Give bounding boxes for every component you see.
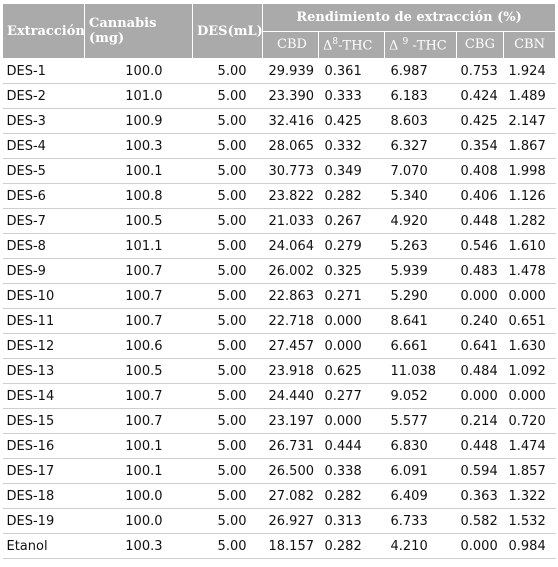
cell-d8-thc: 0.325 (319, 259, 385, 284)
cell-extraccion: DES-11 (3, 309, 85, 334)
table-row (3, 159, 556, 184)
table-row (3, 259, 556, 284)
cell-d9-thc: 6.733 (385, 509, 457, 534)
cell-cbn: 1.867 (504, 134, 556, 159)
cell-d8-thc: 0.425 (319, 109, 385, 134)
cell-cbg: 0.483 (457, 259, 504, 284)
cell-d8-thc: 0.279 (319, 234, 385, 259)
cell-cbd: 24.064 (263, 234, 319, 259)
cell-d9-thc: 4.210 (385, 534, 457, 559)
cell-extraccion: DES-13 (3, 359, 85, 384)
cell-cbg: 0.000 (457, 534, 504, 559)
cell-cannabis: 100.7 (85, 409, 193, 434)
cell-d9-thc: 6.661 (385, 334, 457, 359)
cell-d9-thc: 9.052 (385, 384, 457, 409)
cell-des: 5.00 (193, 459, 263, 484)
cell-cbd: 23.197 (263, 409, 319, 434)
cell-d8-thc: 0.000 (319, 334, 385, 359)
table-row (3, 209, 556, 234)
cell-cbg: 0.546 (457, 234, 504, 259)
d8-suffix: -THC (338, 37, 373, 53)
cell-des: 5.00 (193, 109, 263, 134)
cell-cannabis: 100.0 (85, 509, 193, 534)
cell-d8-thc: 0.313 (319, 509, 385, 534)
cell-cbn: 2.147 (504, 109, 556, 134)
cell-cbg: 0.448 (457, 434, 504, 459)
cell-des: 5.00 (193, 284, 263, 309)
cell-cbn: 0.000 (504, 284, 556, 309)
col-header-cannabis: Cannabis (mg) (85, 4, 193, 59)
cell-extraccion: DES-4 (3, 134, 85, 159)
cell-des: 5.00 (193, 234, 263, 259)
cell-cannabis: 100.7 (85, 309, 193, 334)
cell-extraccion: DES-12 (3, 334, 85, 359)
cell-cbg: 0.582 (457, 509, 504, 534)
cell-extraccion: DES-8 (3, 234, 85, 259)
cell-cbg: 0.641 (457, 334, 504, 359)
cell-cannabis: 100.7 (85, 284, 193, 309)
cell-cbd: 22.718 (263, 309, 319, 334)
cell-d9-thc: 7.070 (385, 159, 457, 184)
cell-cbd: 23.822 (263, 184, 319, 209)
cell-d8-thc: 0.000 (319, 309, 385, 334)
cell-extraccion: DES-2 (3, 84, 85, 109)
cell-extraccion: DES-16 (3, 434, 85, 459)
cell-cbn: 1.322 (504, 484, 556, 509)
cell-extraccion: DES-9 (3, 259, 85, 284)
cell-cannabis: 100.9 (85, 109, 193, 134)
cell-cbd: 27.082 (263, 484, 319, 509)
cell-extraccion: DES-10 (3, 284, 85, 309)
cell-des: 5.00 (193, 434, 263, 459)
table-row (3, 309, 556, 334)
cell-cbd: 30.773 (263, 159, 319, 184)
cell-extraccion: DES-7 (3, 209, 85, 234)
cell-des: 5.00 (193, 534, 263, 559)
cell-cbd: 27.457 (263, 334, 319, 359)
cell-extraccion: DES-6 (3, 184, 85, 209)
delta-symbol: Δ (389, 37, 399, 53)
cell-cannabis: 101.1 (85, 234, 193, 259)
cell-d9-thc: 5.939 (385, 259, 457, 284)
cell-extraccion: DES-18 (3, 484, 85, 509)
cell-d8-thc: 0.282 (319, 484, 385, 509)
cell-cbn: 1.092 (504, 359, 556, 384)
table-row (3, 534, 556, 559)
table-row (3, 459, 556, 484)
extraction-yield-table (2, 3, 556, 559)
cell-des: 5.00 (193, 84, 263, 109)
cell-cannabis: 100.0 (85, 484, 193, 509)
cell-cbn: 0.651 (504, 309, 556, 334)
cell-d9-thc: 6.183 (385, 84, 457, 109)
cell-des: 5.00 (193, 159, 263, 184)
cell-des: 5.00 (193, 384, 263, 409)
cell-cbg: 0.214 (457, 409, 504, 434)
cell-cannabis: 100.6 (85, 334, 193, 359)
cell-des: 5.00 (193, 359, 263, 384)
cell-extraccion: DES-19 (3, 509, 85, 534)
col-header-d8-thc (319, 31, 385, 59)
table-body (3, 59, 556, 559)
d9-superscript: 9 (402, 36, 409, 47)
cell-d8-thc: 0.361 (319, 59, 385, 84)
cell-cannabis: 100.8 (85, 184, 193, 209)
cell-cbd: 32.416 (263, 109, 319, 134)
cell-cbd: 23.390 (263, 84, 319, 109)
cell-cannabis: 100.3 (85, 534, 193, 559)
table-row (3, 234, 556, 259)
cell-d9-thc: 5.263 (385, 234, 457, 259)
cell-d8-thc: 0.282 (319, 534, 385, 559)
d8-superscript: 8 (332, 36, 339, 47)
cell-d9-thc: 5.577 (385, 409, 457, 434)
cell-d8-thc: 0.625 (319, 359, 385, 384)
cell-des: 5.00 (193, 59, 263, 84)
cell-extraccion: DES-3 (3, 109, 85, 134)
cell-cbg: 0.000 (457, 384, 504, 409)
cell-cannabis: 100.7 (85, 384, 193, 409)
cell-cbn: 1.126 (504, 184, 556, 209)
cell-cbd: 18.157 (263, 534, 319, 559)
cell-extraccion: DES-1 (3, 59, 85, 84)
d9-suffix: -THC (408, 37, 447, 53)
col-header-group-rendimiento: Rendimiento de extracción (%) (263, 4, 556, 32)
cell-des: 5.00 (193, 259, 263, 284)
cell-cannabis: 100.5 (85, 209, 193, 234)
table-row (3, 184, 556, 209)
table-row (3, 409, 556, 434)
cell-d9-thc: 8.641 (385, 309, 457, 334)
delta-symbol: Δ (323, 37, 333, 53)
cell-cbg: 0.425 (457, 109, 504, 134)
cell-extraccion: DES-15 (3, 409, 85, 434)
cell-cbn: 1.857 (504, 459, 556, 484)
cell-cannabis: 100.1 (85, 159, 193, 184)
table-row (3, 509, 556, 534)
cell-cbg: 0.363 (457, 484, 504, 509)
cell-extraccion: Etanol (3, 534, 85, 559)
cell-d8-thc: 0.333 (319, 84, 385, 109)
cell-cbg: 0.594 (457, 459, 504, 484)
cell-des: 5.00 (193, 309, 263, 334)
table-row (3, 359, 556, 384)
table-row (3, 109, 556, 134)
cell-d9-thc: 6.091 (385, 459, 457, 484)
cell-cbn: 1.630 (504, 334, 556, 359)
cell-cbd: 24.440 (263, 384, 319, 409)
col-header-cbn: CBN (504, 31, 556, 59)
cell-cannabis: 100.0 (85, 59, 193, 84)
cell-cbn: 1.610 (504, 234, 556, 259)
cell-cbd: 26.927 (263, 509, 319, 534)
cell-des: 5.00 (193, 184, 263, 209)
cell-cbg: 0.424 (457, 84, 504, 109)
cell-cbn: 0.000 (504, 384, 556, 409)
cell-cbg: 0.354 (457, 134, 504, 159)
cell-des: 5.00 (193, 409, 263, 434)
cell-cbn: 0.984 (504, 534, 556, 559)
cell-cbg: 0.406 (457, 184, 504, 209)
cell-cbd: 29.939 (263, 59, 319, 84)
cell-cbd: 26.500 (263, 459, 319, 484)
cell-cannabis: 100.1 (85, 434, 193, 459)
cell-d9-thc: 6.987 (385, 59, 457, 84)
cell-d8-thc: 0.267 (319, 209, 385, 234)
cell-cbg: 0.240 (457, 309, 504, 334)
cell-d8-thc: 0.282 (319, 184, 385, 209)
table-row (3, 134, 556, 159)
cell-cbg: 0.000 (457, 284, 504, 309)
cell-des: 5.00 (193, 334, 263, 359)
header-row-1 (3, 4, 556, 32)
cell-extraccion: DES-17 (3, 459, 85, 484)
cell-d8-thc: 0.000 (319, 409, 385, 434)
table-row (3, 334, 556, 359)
cell-d9-thc: 5.290 (385, 284, 457, 309)
cell-d8-thc: 0.349 (319, 159, 385, 184)
cell-des: 5.00 (193, 484, 263, 509)
cell-des: 5.00 (193, 134, 263, 159)
cell-d8-thc: 0.444 (319, 434, 385, 459)
cell-cbg: 0.448 (457, 209, 504, 234)
col-header-des: DES(mL) (193, 4, 263, 59)
cell-cbn: 1.924 (504, 59, 556, 84)
cell-cbn: 1.489 (504, 84, 556, 109)
cell-cbd: 22.863 (263, 284, 319, 309)
cell-cbd: 26.731 (263, 434, 319, 459)
table-row (3, 434, 556, 459)
cell-cannabis: 101.0 (85, 84, 193, 109)
cell-des: 5.00 (193, 509, 263, 534)
cell-cbd: 26.002 (263, 259, 319, 284)
cell-cbg: 0.484 (457, 359, 504, 384)
cell-cbn: 0.720 (504, 409, 556, 434)
cell-cbn: 1.282 (504, 209, 556, 234)
cell-cbg: 0.408 (457, 159, 504, 184)
cell-cbd: 28.065 (263, 134, 319, 159)
col-header-d9-thc (385, 31, 457, 59)
table-row (3, 59, 556, 84)
col-header-cbg: CBG (457, 31, 504, 59)
cell-cbd: 21.033 (263, 209, 319, 234)
table-row (3, 284, 556, 309)
cell-des: 5.00 (193, 209, 263, 234)
cell-d9-thc: 6.830 (385, 434, 457, 459)
cell-cbn: 1.478 (504, 259, 556, 284)
cell-extraccion: DES-14 (3, 384, 85, 409)
cell-d9-thc: 5.340 (385, 184, 457, 209)
cell-d8-thc: 0.271 (319, 284, 385, 309)
cell-cbd: 23.918 (263, 359, 319, 384)
table-row (3, 484, 556, 509)
cell-d8-thc: 0.277 (319, 384, 385, 409)
cell-cannabis: 100.7 (85, 259, 193, 284)
cell-cannabis: 100.3 (85, 134, 193, 159)
cell-d9-thc: 4.920 (385, 209, 457, 234)
table-row (3, 84, 556, 109)
col-header-extraccion: Extracción (3, 4, 85, 59)
cell-d9-thc: 8.603 (385, 109, 457, 134)
cell-d9-thc: 6.409 (385, 484, 457, 509)
cell-d9-thc: 11.038 (385, 359, 457, 384)
cell-cbn: 1.474 (504, 434, 556, 459)
col-header-cbd: CBD (263, 31, 319, 59)
cell-extraccion: DES-5 (3, 159, 85, 184)
cell-d8-thc: 0.332 (319, 134, 385, 159)
table-row (3, 384, 556, 409)
cell-cbn: 1.532 (504, 509, 556, 534)
cell-d9-thc: 6.327 (385, 134, 457, 159)
cell-cannabis: 100.5 (85, 359, 193, 384)
cell-cbg: 0.753 (457, 59, 504, 84)
cell-d8-thc: 0.338 (319, 459, 385, 484)
cell-cannabis: 100.1 (85, 459, 193, 484)
cell-cbn: 1.998 (504, 159, 556, 184)
